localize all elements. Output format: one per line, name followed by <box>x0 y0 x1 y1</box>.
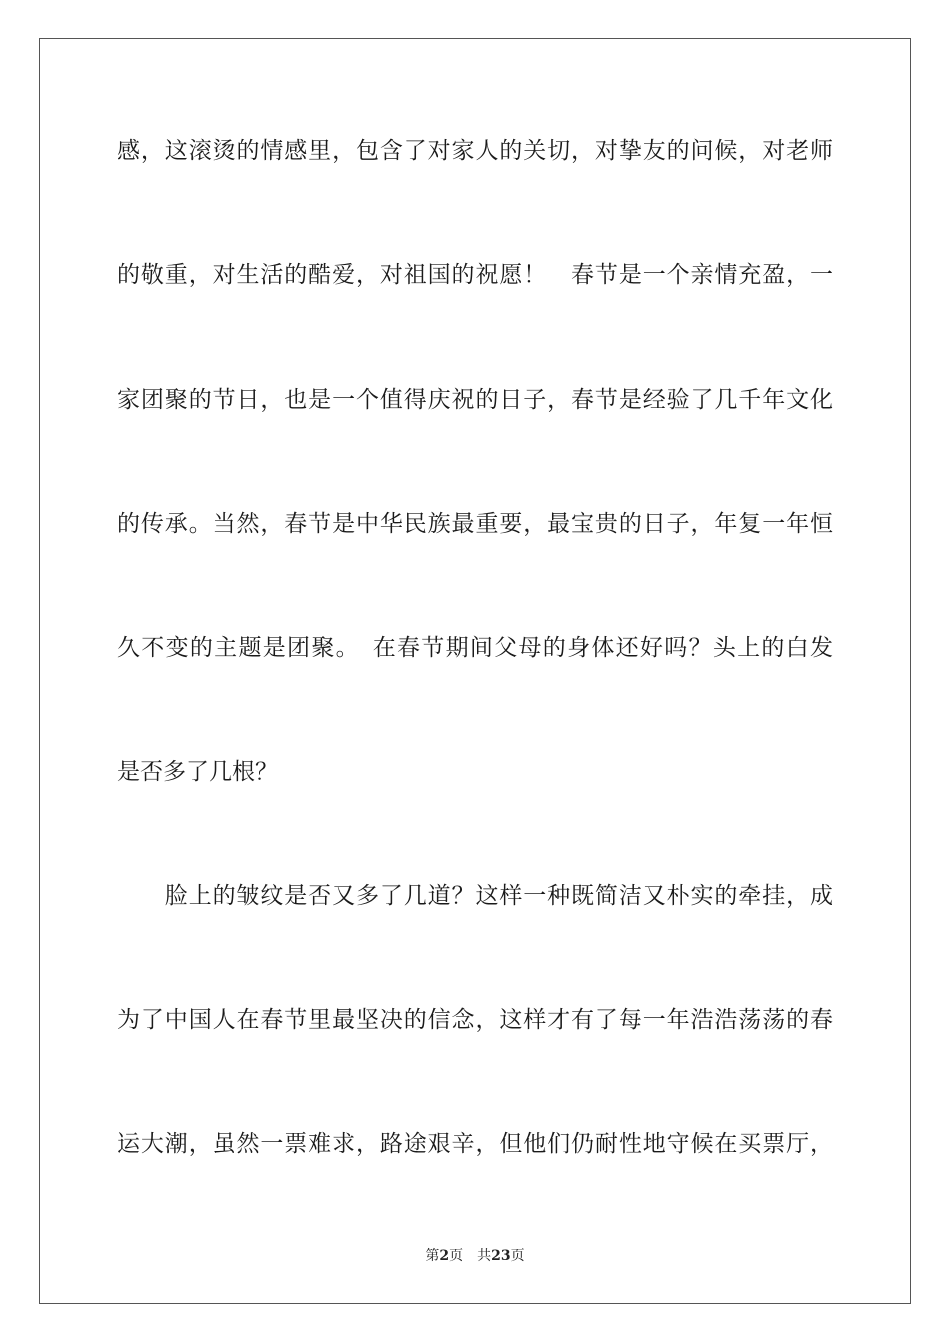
page-footer <box>0 1246 950 1266</box>
text-line-1: 感，这滚烫的情感里，包含了对家人的关切，对挚友的问候，对老师 <box>117 138 833 164</box>
text-line-6: 是否多了几根？ <box>117 759 278 785</box>
footer-total-suffix: 页 <box>510 1248 525 1264</box>
text-line-9: 运大潮，虽然一票难求，路途艰辛，但他们仍耐性地守候在买票厅， <box>117 1131 833 1157</box>
text-line-5: 久不变的主题是团聚。 在春节期间父母的身体还好吗？头上的白发 <box>117 635 833 661</box>
text-line-4: 的传承。当然，春节是中华民族最重要，最宝贵的日子，年复一年恒 <box>117 511 833 537</box>
text-line-2: 的敬重，对生活的酷爱，对祖国的祝愿！ 春节是一个亲情充盈，一 <box>117 262 833 288</box>
footer-page-number: 2 <box>439 1248 450 1264</box>
footer-total-pages: 23 <box>491 1248 511 1264</box>
footer-page-suffix: 页 共 <box>449 1248 492 1264</box>
page-border <box>39 38 911 1304</box>
footer-prefix: 第 <box>425 1248 440 1264</box>
text-line-8: 为了中国人在春节里最坚决的信念，这样才有了每一年浩浩荡荡的春 <box>117 1007 833 1033</box>
text-line-3: 家团聚的节日，也是一个值得庆祝的日子，春节是经验了几千年文化 <box>117 387 833 413</box>
text-line-7: 脸上的皱纹是否又多了几道？这样一种既简洁又朴实的牵挂，成 <box>117 883 833 909</box>
